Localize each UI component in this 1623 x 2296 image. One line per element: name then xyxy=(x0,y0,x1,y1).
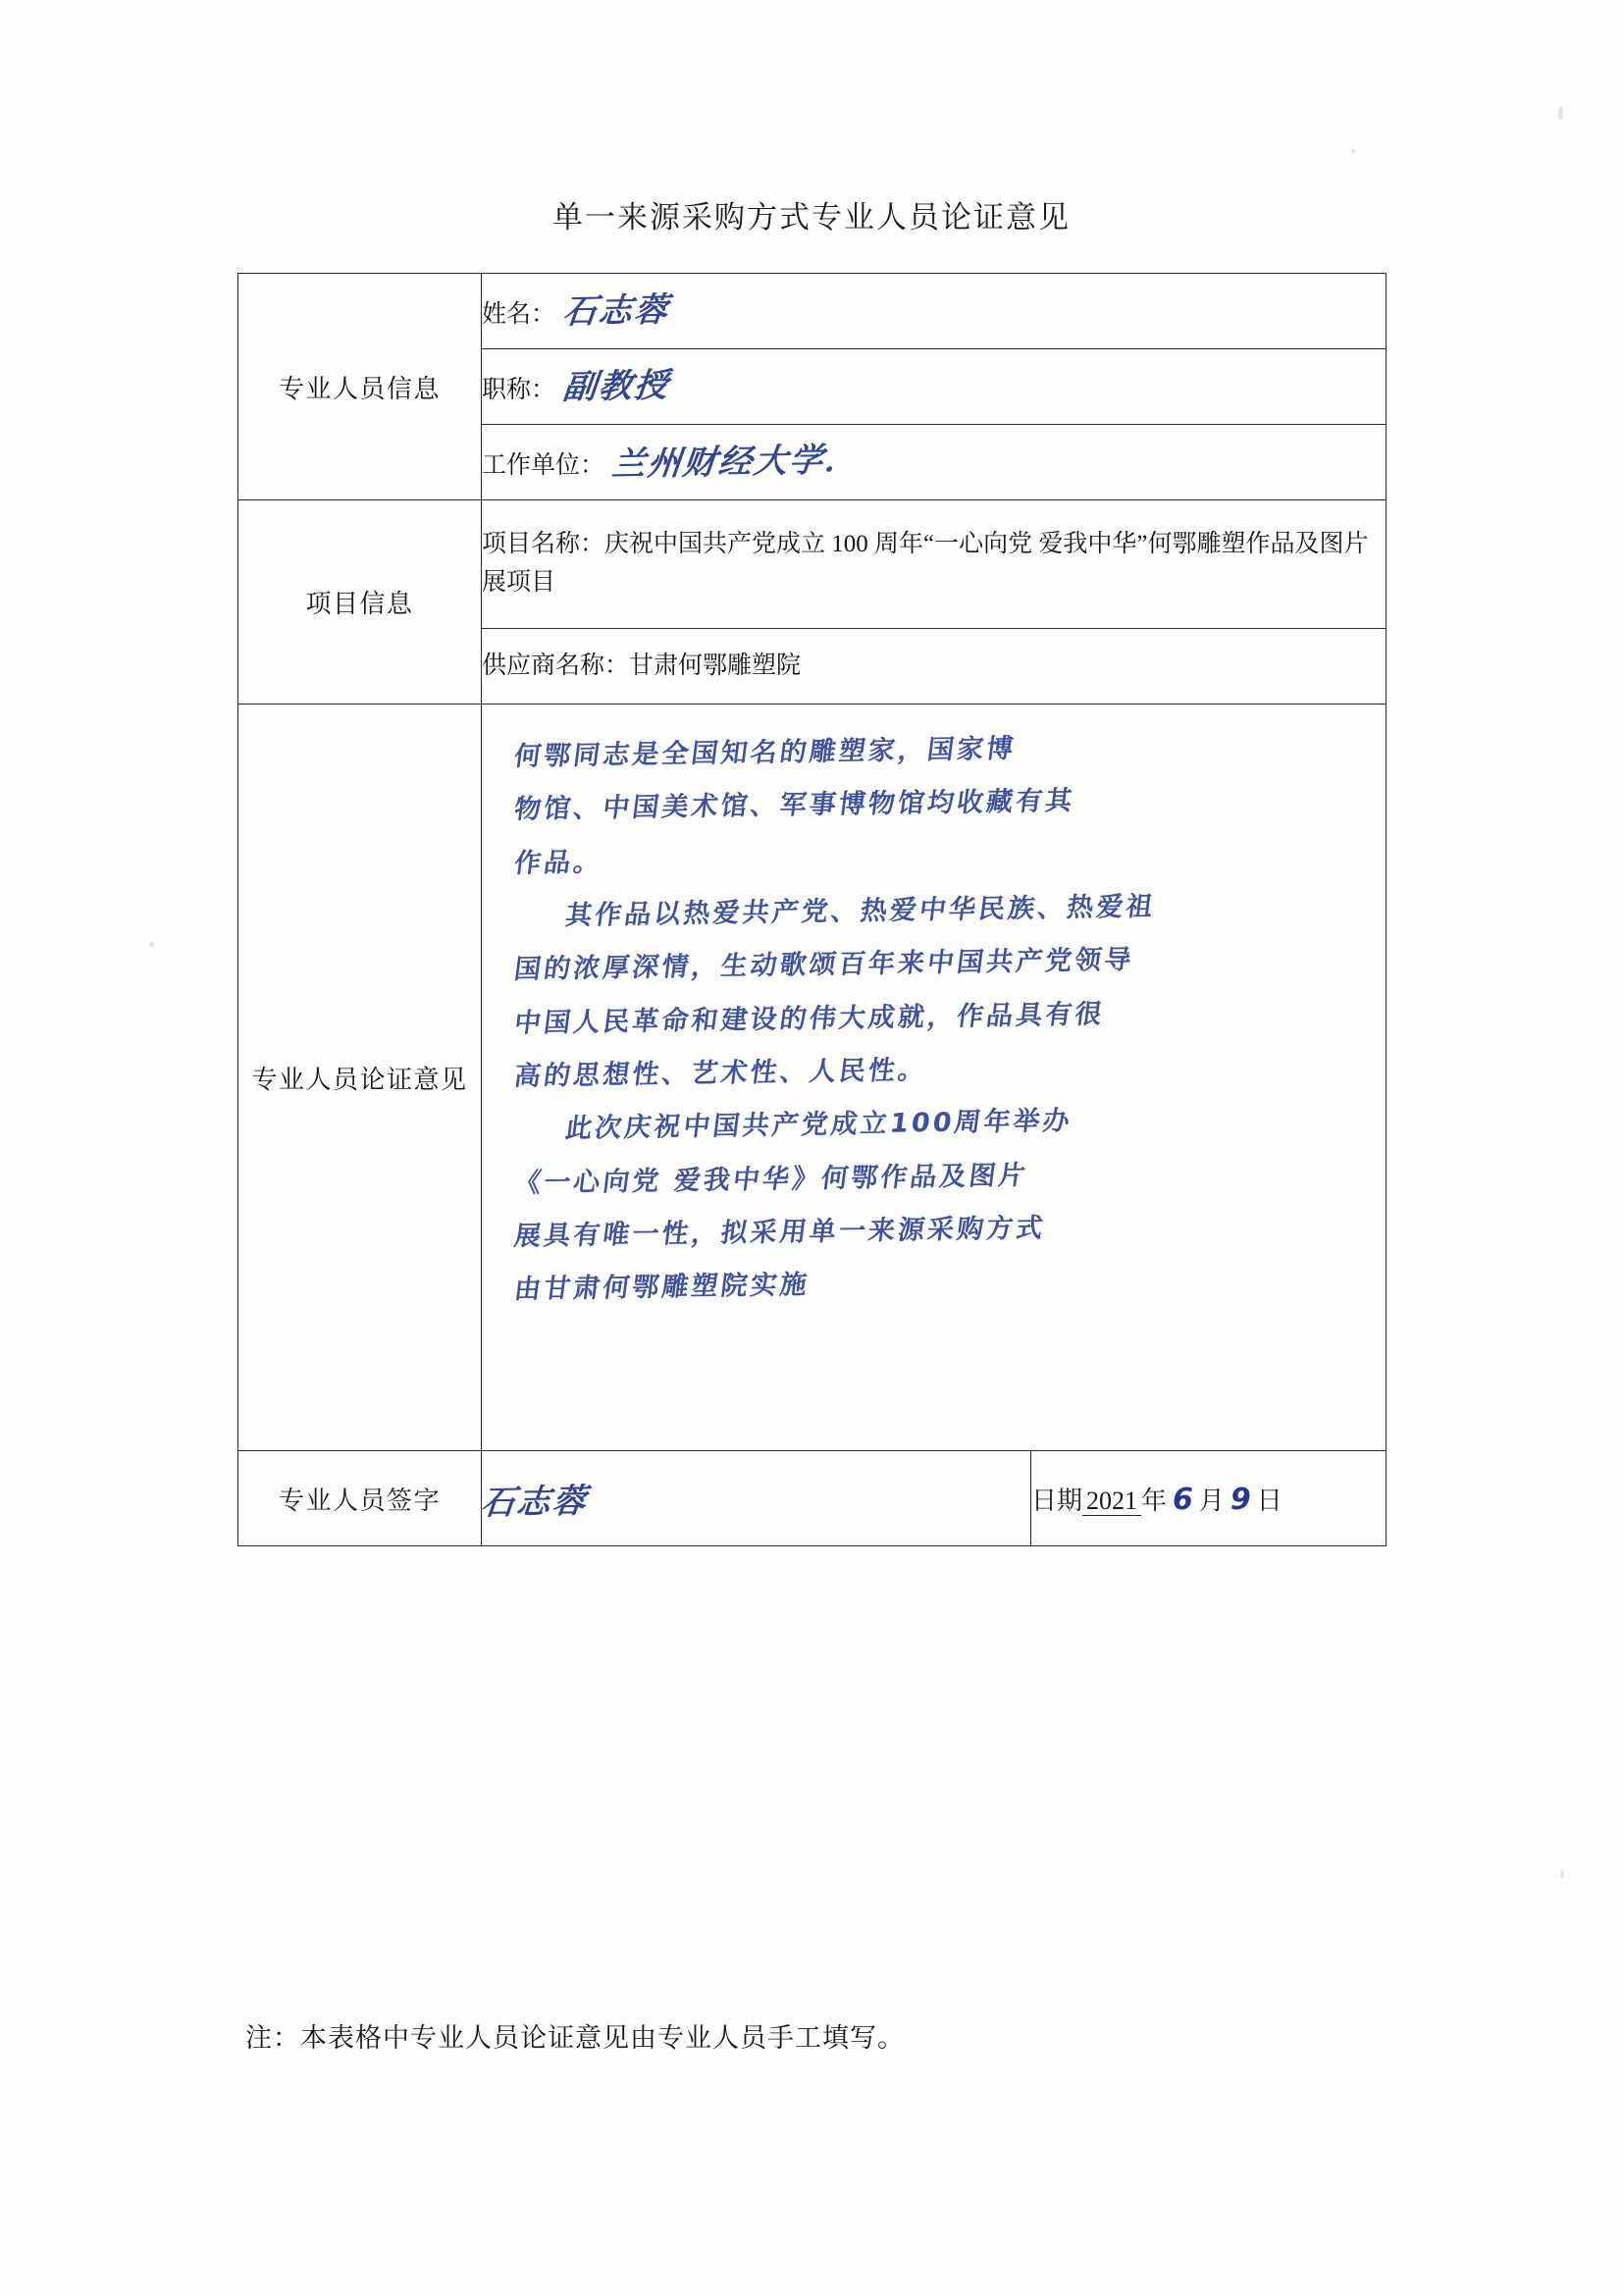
job-title-field xyxy=(482,349,1387,425)
certification-form xyxy=(237,273,1387,1546)
date-month-value: 6 xyxy=(1173,1482,1193,1517)
date-day-value: 9 xyxy=(1230,1482,1251,1517)
page-title: 单一来源采购方式专业人员论证意见 xyxy=(552,200,1071,235)
project-name-value: 庆祝中国共产党成立 100 周年“一心向党 爱我中华”何鄂雕塑作品及图片展项目 xyxy=(482,531,1369,596)
job-title-label: 职称： xyxy=(482,376,556,403)
supplier-label: 供应商名称： xyxy=(482,652,630,679)
supplier-value: 甘肃何鄂雕塑院 xyxy=(629,652,802,679)
date-month-unit: 月 xyxy=(1198,1486,1225,1515)
handwritten-line: 中国人民革命和建设的伟大成就，作品具有很 xyxy=(512,999,1107,1039)
date-day-unit: 日 xyxy=(1256,1486,1283,1515)
work-unit-value-handwritten: 兰州财经大学． xyxy=(609,440,863,485)
project-name-label: 项目名称： xyxy=(482,531,605,558)
opinion-label: 专业人员论证意见 xyxy=(238,704,482,1451)
supplier-field xyxy=(482,629,1387,704)
table-row xyxy=(238,704,1387,1451)
work-unit-field xyxy=(482,425,1387,500)
date-field xyxy=(1031,1451,1387,1546)
table-row xyxy=(238,274,1387,349)
handwritten-line: 《一心向党 爱我中华》何鄂作品及图片 xyxy=(512,1160,1030,1199)
handwritten-line: 其作品以热爱共产党、热爱中华民族、热爱祖 xyxy=(563,891,1158,931)
date-prefix-label: 日期 xyxy=(1031,1486,1083,1515)
table-row xyxy=(238,1451,1387,1546)
table-row xyxy=(238,500,1387,629)
date-year-unit: 年 xyxy=(1141,1486,1168,1515)
handwritten-opinion xyxy=(482,711,1386,1443)
handwritten-line: 作品。 xyxy=(512,847,605,879)
handwritten-line: 展具有唯一性，拟采用单一来源采购方式 xyxy=(512,1213,1048,1252)
signature-value-area xyxy=(479,1451,1031,1546)
name-label: 姓名： xyxy=(482,300,556,328)
scan-speck xyxy=(1351,149,1355,153)
person-info-label: 专业人员信息 xyxy=(238,274,482,500)
work-unit-label: 工作单位： xyxy=(482,451,605,479)
handwritten-line: 高的思想性、艺术性、人民性。 xyxy=(512,1055,929,1092)
handwritten-line: 由甘肃何鄂雕塑院实施 xyxy=(512,1270,812,1306)
handwritten-line: 国的浓厚深情，生动歌颂百年来中国共产党领导 xyxy=(512,945,1136,986)
scan-speck xyxy=(1558,106,1563,120)
project-name-field xyxy=(482,500,1387,629)
signature-handwritten: 石志蓉 xyxy=(479,1481,590,1523)
job-title-value-handwritten: 副教授 xyxy=(560,365,672,407)
form-note: 注：本表格中专业人员论证意见由专业人员手工填写。 xyxy=(245,2023,905,2053)
name-value-handwritten: 石志蓉 xyxy=(560,289,672,332)
handwritten-line: 物馆、中国美术馆、军事博物馆均收藏有其 xyxy=(512,786,1077,826)
scan-speck xyxy=(149,942,154,947)
name-field xyxy=(482,274,1387,349)
project-info-label: 项目信息 xyxy=(238,500,482,704)
handwritten-line: 此次庆祝中国共产党成立100周年举办 xyxy=(563,1106,1074,1145)
date-year-value: 2021 xyxy=(1082,1487,1141,1516)
handwritten-line: 何鄂同志是全国知名的雕塑家，国家博 xyxy=(512,733,1019,772)
signature-label: 专业人员签字 xyxy=(238,1451,482,1546)
opinion-handwritten-area xyxy=(482,704,1387,1451)
scan-speck xyxy=(1560,1869,1564,1879)
